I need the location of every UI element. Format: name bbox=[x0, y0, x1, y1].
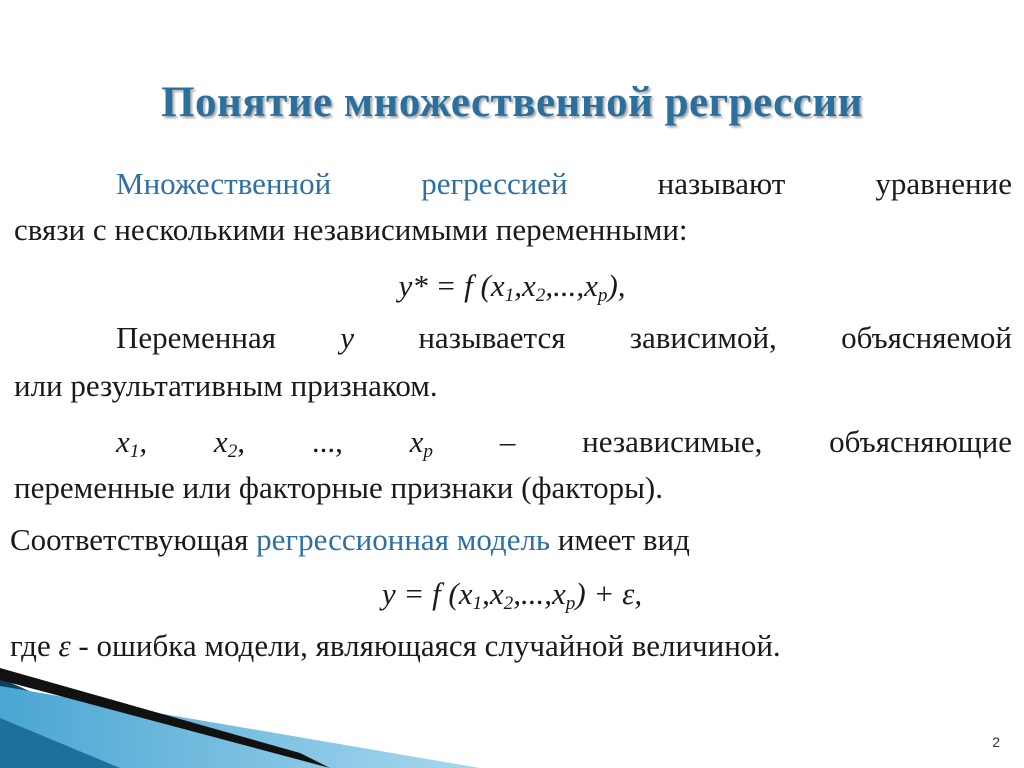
paragraph-3-line-2: переменные или факторные признаки (факторы). bbox=[14, 470, 664, 505]
variable-epsilon: ε bbox=[58, 628, 71, 663]
paragraph-4: Соответствующая регрессионная модель имеет вид bbox=[10, 522, 690, 557]
variable-xp: $x_p$ bbox=[409, 424, 434, 462]
term-highlight: регрессией bbox=[421, 166, 568, 201]
variable-x2: $x_2$, bbox=[213, 424, 246, 462]
slide-title: Понятие множественной регрессии bbox=[161, 79, 863, 126]
formula-1: y* = f $(x_1,x_2,...,x_p)$, bbox=[398, 268, 626, 306]
paragraph-1-line-1 bbox=[116, 166, 1012, 202]
formula-2: y = f $(x_1,x_2,...,x_p) + \varepsilon$, bbox=[381, 576, 643, 614]
term-highlight: Множественной bbox=[116, 166, 332, 201]
paragraph-3-line-1: $x_1$, $x_2$, ..., $x_p$ – независимые, объясняющие bbox=[116, 424, 1012, 462]
variable-x1: $x_1$, bbox=[116, 424, 148, 462]
paragraph-2-line-2: или результативным признаком. bbox=[14, 368, 438, 403]
ellipsis: ..., bbox=[311, 424, 343, 459]
word: уравнение bbox=[875, 166, 1012, 201]
paragraph-5: где ε - ошибка модели, являющаяся случайной величиной. bbox=[10, 628, 781, 663]
variable-y: y bbox=[340, 320, 355, 355]
paragraph-1-line-2: связи с несколькими независимыми переменными: bbox=[14, 212, 688, 247]
paragraph-2-line-1: Переменная y называется зависимой, объясняемой bbox=[116, 320, 1012, 355]
term-highlight: регрессионная модель bbox=[256, 522, 551, 557]
decorative-swoosh bbox=[0, 658, 480, 768]
page-number: 2 bbox=[992, 734, 1000, 750]
word: называют bbox=[657, 166, 786, 201]
